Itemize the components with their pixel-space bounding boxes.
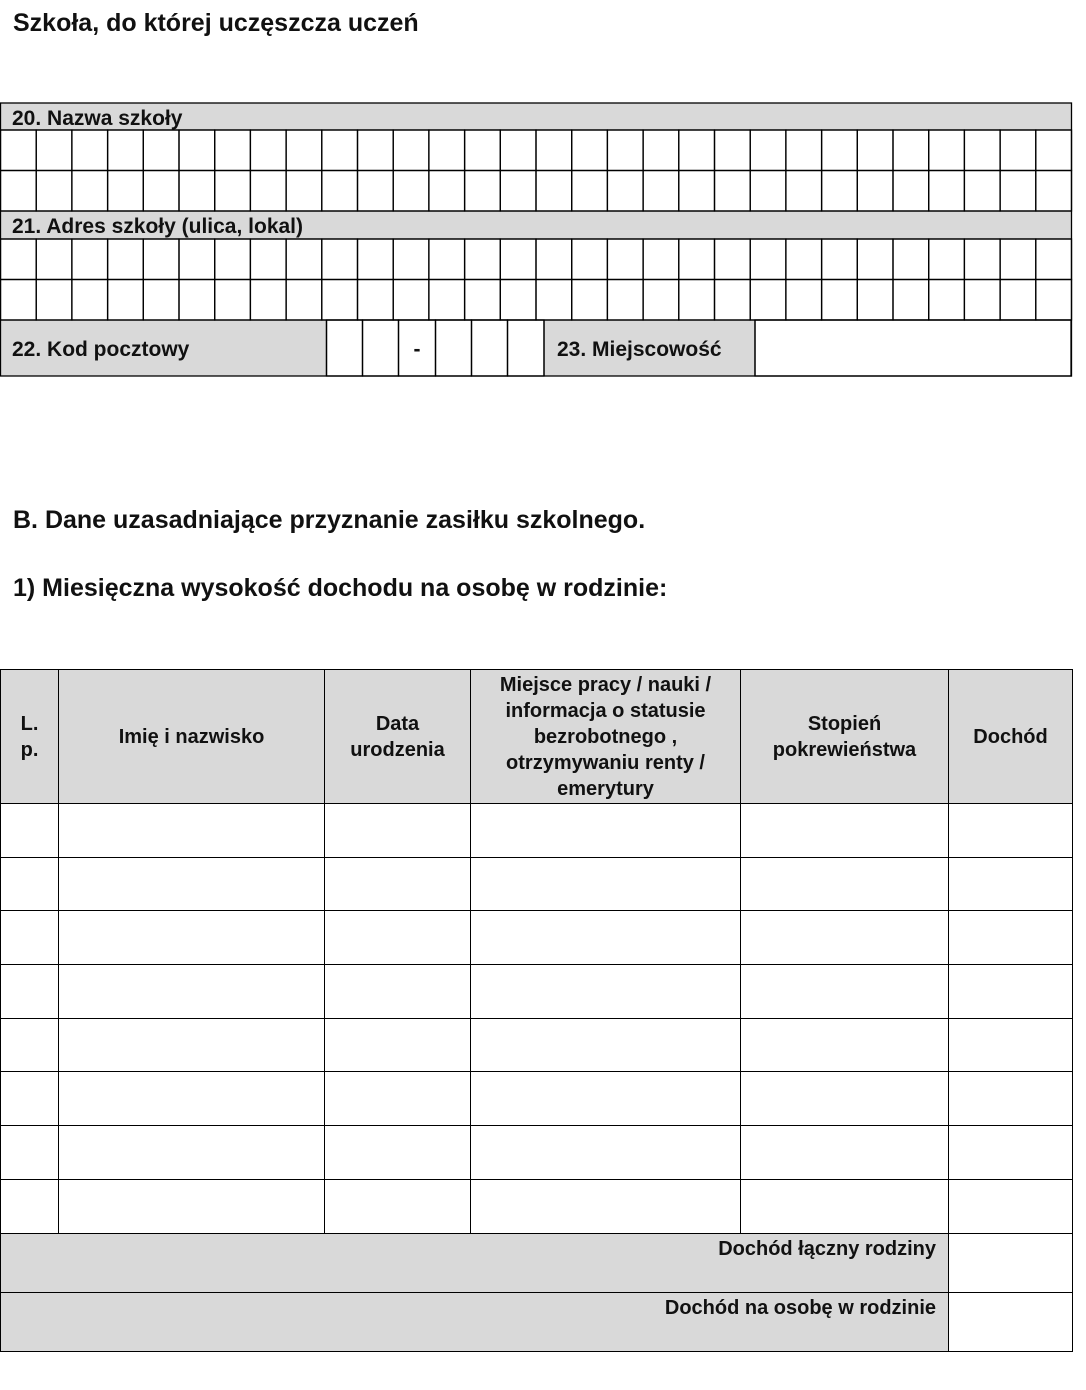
school-address-char-cell[interactable] xyxy=(215,239,251,280)
school-name-char-cell[interactable] xyxy=(1036,130,1072,171)
school-address-char-cell[interactable] xyxy=(143,239,179,280)
relation-cell[interactable] xyxy=(741,1018,949,1072)
school-address-char-cell[interactable] xyxy=(893,239,929,280)
school-address-char-cell[interactable] xyxy=(643,280,679,321)
school-name-char-cell[interactable] xyxy=(786,171,822,212)
postal-code-cells[interactable] xyxy=(327,320,545,376)
income-cell[interactable] xyxy=(949,804,1073,858)
school-address-char-cell[interactable] xyxy=(1,239,37,280)
school-name-char-cell[interactable] xyxy=(929,130,965,171)
field-20-label: 20. Nazwa szkoły xyxy=(12,107,183,130)
birth-date-cell[interactable] xyxy=(325,965,471,1019)
school-address-char-cell[interactable] xyxy=(179,239,215,280)
birth-date-cell[interactable] xyxy=(325,1126,471,1180)
section-b-title: B. Dane uzasadniające przyznanie zasiłku szkolnego. xyxy=(13,506,646,534)
school-address-char-cell[interactable] xyxy=(750,239,786,280)
school-address-char-cell[interactable] xyxy=(322,280,358,321)
school-name-char-cell[interactable] xyxy=(679,130,715,171)
income-cell[interactable] xyxy=(949,911,1073,965)
school-name-char-cell[interactable] xyxy=(572,130,608,171)
school-address-char-cell[interactable] xyxy=(536,280,572,321)
work-info-cell[interactable] xyxy=(471,965,741,1019)
city-input-cell[interactable] xyxy=(755,320,1071,376)
name-cell[interactable] xyxy=(59,965,325,1019)
lp-cell[interactable] xyxy=(1,911,59,965)
school-name-char-cell[interactable] xyxy=(964,130,1000,171)
school-name-char-cell[interactable] xyxy=(358,130,394,171)
header-lp xyxy=(1,670,59,804)
school-name-char-cell[interactable] xyxy=(36,171,72,212)
school-name-char-cell[interactable] xyxy=(893,130,929,171)
school-address-char-cell[interactable] xyxy=(1000,239,1036,280)
school-address-char-cell[interactable] xyxy=(536,239,572,280)
school-address-character-cells[interactable] xyxy=(1,239,1072,320)
income-cell[interactable] xyxy=(949,965,1073,1019)
school-address-char-cell[interactable] xyxy=(607,239,643,280)
income-cell[interactable] xyxy=(949,1072,1073,1126)
name-cell[interactable] xyxy=(59,1126,325,1180)
postal-code-digit-cell[interactable] xyxy=(363,320,399,376)
school-address-char-cell[interactable] xyxy=(964,280,1000,321)
school-name-char-cell[interactable] xyxy=(250,171,286,212)
school-address-char-cell[interactable] xyxy=(715,239,751,280)
name-cell[interactable] xyxy=(59,1179,325,1233)
school-name-character-cells[interactable] xyxy=(1,130,1072,211)
school-name-char-cell[interactable] xyxy=(929,171,965,212)
school-name-char-cell[interactable] xyxy=(429,171,465,212)
school-address-char-cell[interactable] xyxy=(786,280,822,321)
table-row xyxy=(1,1018,1073,1072)
school-address-char-cell[interactable] xyxy=(607,280,643,321)
per-person-income-row xyxy=(1,1292,1073,1351)
header-relation xyxy=(741,670,949,804)
school-name-char-cell[interactable] xyxy=(1036,171,1072,212)
school-name-char-cell[interactable] xyxy=(643,171,679,212)
school-name-char-cell[interactable] xyxy=(500,171,536,212)
lp-cell[interactable] xyxy=(1,1018,59,1072)
name-cell[interactable] xyxy=(59,1018,325,1072)
school-address-char-cell[interactable] xyxy=(429,239,465,280)
school-address-char-cell[interactable] xyxy=(250,280,286,321)
relation-cell[interactable] xyxy=(741,1126,949,1180)
school-address-char-cell[interactable] xyxy=(500,239,536,280)
field-23-label: 23. Miejscowość xyxy=(557,338,722,361)
relation-cell[interactable] xyxy=(741,857,949,911)
header-line: Stopień xyxy=(807,712,882,735)
school-address-char-cell[interactable] xyxy=(36,239,72,280)
school-address-char-cell[interactable] xyxy=(358,239,394,280)
school-name-char-cell[interactable] xyxy=(822,130,858,171)
school-name-char-cell[interactable] xyxy=(750,130,786,171)
header-line: p. xyxy=(20,738,39,761)
header-line: Data xyxy=(375,712,420,735)
lp-cell[interactable] xyxy=(1,857,59,911)
table-row xyxy=(1,965,1073,1019)
school-address-char-cell[interactable] xyxy=(108,280,144,321)
school-name-char-cell[interactable] xyxy=(108,130,144,171)
school-name-char-cell[interactable] xyxy=(358,171,394,212)
header-income: Dochód xyxy=(949,670,1073,804)
school-name-char-cell[interactable] xyxy=(536,171,572,212)
school-address-char-cell[interactable] xyxy=(822,239,858,280)
school-address-char-cell[interactable] xyxy=(500,280,536,321)
school-name-char-cell[interactable] xyxy=(429,130,465,171)
school-address-char-cell[interactable] xyxy=(250,239,286,280)
birth-date-cell[interactable] xyxy=(325,911,471,965)
lp-cell[interactable] xyxy=(1,1179,59,1233)
income-cell[interactable] xyxy=(949,857,1073,911)
school-name-char-cell[interactable] xyxy=(964,171,1000,212)
birth-date-cell[interactable] xyxy=(325,1072,471,1126)
school-address-char-cell[interactable] xyxy=(893,280,929,321)
school-name-char-cell[interactable] xyxy=(715,171,751,212)
section-b-subtitle: 1) Miesięczna wysokość dochodu na osobę w rodzinie: xyxy=(13,574,668,602)
school-address-char-cell[interactable] xyxy=(358,280,394,321)
school-name-char-cell[interactable] xyxy=(36,130,72,171)
table-row xyxy=(1,1126,1073,1180)
school-address-char-cell[interactable] xyxy=(679,280,715,321)
school-name-char-cell[interactable] xyxy=(536,130,572,171)
income-cell[interactable] xyxy=(949,1018,1073,1072)
work-info-cell[interactable] xyxy=(471,1072,741,1126)
school-address-char-cell[interactable] xyxy=(322,239,358,280)
school-address-char-cell[interactable] xyxy=(72,280,108,321)
school-name-char-cell[interactable] xyxy=(215,130,251,171)
school-name-char-cell[interactable] xyxy=(179,130,215,171)
name-cell[interactable] xyxy=(59,1072,325,1126)
work-info-cell[interactable] xyxy=(471,1179,741,1233)
school-name-char-cell[interactable] xyxy=(465,130,501,171)
relation-cell[interactable] xyxy=(741,1072,949,1126)
school-name-char-cell[interactable] xyxy=(143,130,179,171)
school-address-char-cell[interactable] xyxy=(36,280,72,321)
postal-code-digit-cell[interactable] xyxy=(327,320,363,376)
school-name-char-cell[interactable] xyxy=(715,130,751,171)
name-cell[interactable] xyxy=(59,804,325,858)
school-address-char-cell[interactable] xyxy=(857,280,893,321)
school-address-char-cell[interactable] xyxy=(750,280,786,321)
school-address-char-cell[interactable] xyxy=(215,280,251,321)
school-name-char-cell[interactable] xyxy=(250,130,286,171)
school-address-char-cell[interactable] xyxy=(429,280,465,321)
school-address-char-cell[interactable] xyxy=(393,280,429,321)
school-address-char-cell[interactable] xyxy=(72,239,108,280)
school-name-char-cell[interactable] xyxy=(1000,130,1036,171)
header-work-info xyxy=(471,670,741,804)
school-name-char-cell[interactable] xyxy=(1,130,37,171)
school-name-char-cell[interactable] xyxy=(465,171,501,212)
school-info-form xyxy=(0,0,1086,400)
school-address-char-cell[interactable] xyxy=(108,239,144,280)
school-address-char-cell[interactable] xyxy=(393,239,429,280)
school-name-char-cell[interactable] xyxy=(72,130,108,171)
school-address-char-cell[interactable] xyxy=(286,239,322,280)
name-cell[interactable] xyxy=(59,911,325,965)
header-line: L. xyxy=(20,712,39,735)
school-address-char-cell[interactable] xyxy=(1036,280,1072,321)
header-line: Miejsce pracy / nauki / xyxy=(499,673,712,696)
birth-date-cell[interactable] xyxy=(325,857,471,911)
header-line: emerytury xyxy=(557,777,654,800)
school-address-char-cell[interactable] xyxy=(465,280,501,321)
per-person-income-label: Dochód na osobę w rodzinie xyxy=(1,1292,949,1351)
table-row xyxy=(1,857,1073,911)
birth-date-cell[interactable] xyxy=(325,1179,471,1233)
work-info-cell[interactable] xyxy=(471,857,741,911)
school-address-char-cell[interactable] xyxy=(643,239,679,280)
school-address-char-cell[interactable] xyxy=(143,280,179,321)
field-21-label: 21. Adres szkoły (ulica, lokal) xyxy=(12,215,304,238)
school-name-char-cell[interactable] xyxy=(322,130,358,171)
school-address-char-cell[interactable] xyxy=(679,239,715,280)
school-name-char-cell[interactable] xyxy=(607,130,643,171)
income-cell[interactable] xyxy=(949,1126,1073,1180)
header-line: pokrewieństwa xyxy=(772,738,917,761)
header-line: otrzymywaniu renty / xyxy=(506,751,705,774)
school-name-char-cell[interactable] xyxy=(786,130,822,171)
income-cell[interactable] xyxy=(949,1179,1073,1233)
school-address-char-cell[interactable] xyxy=(929,280,965,321)
school-address-char-cell[interactable] xyxy=(964,239,1000,280)
school-address-char-cell[interactable] xyxy=(1000,280,1036,321)
income-table-header-row xyxy=(1,670,1073,804)
name-cell[interactable] xyxy=(59,857,325,911)
birth-date-cell[interactable] xyxy=(325,1018,471,1072)
work-info-cell[interactable] xyxy=(471,911,741,965)
school-name-char-cell[interactable] xyxy=(215,171,251,212)
header-name: Imię i nazwisko xyxy=(59,670,325,804)
total-family-income-row xyxy=(1,1233,1073,1292)
header-birth-date xyxy=(325,670,471,804)
school-address-char-cell[interactable] xyxy=(822,280,858,321)
school-name-char-cell[interactable] xyxy=(822,171,858,212)
school-name-char-cell[interactable] xyxy=(857,171,893,212)
relation-cell[interactable] xyxy=(741,965,949,1019)
school-name-char-cell[interactable] xyxy=(572,171,608,212)
table-row xyxy=(1,804,1073,858)
school-name-char-cell[interactable] xyxy=(679,171,715,212)
school-name-char-cell[interactable] xyxy=(143,171,179,212)
school-address-char-cell[interactable] xyxy=(179,280,215,321)
school-address-char-cell[interactable] xyxy=(786,239,822,280)
total-family-income-label: Dochód łączny rodziny xyxy=(1,1233,949,1292)
school-name-char-cell[interactable] xyxy=(393,171,429,212)
school-name-char-cell[interactable] xyxy=(322,171,358,212)
school-name-char-cell[interactable] xyxy=(893,171,929,212)
school-name-char-cell[interactable] xyxy=(750,171,786,212)
school-address-char-cell[interactable] xyxy=(929,239,965,280)
school-name-char-cell[interactable] xyxy=(857,130,893,171)
lp-cell[interactable] xyxy=(1,1072,59,1126)
relation-cell[interactable] xyxy=(741,911,949,965)
work-info-cell[interactable] xyxy=(471,1018,741,1072)
postal-code-digit-cell[interactable] xyxy=(508,320,545,376)
school-address-char-cell[interactable] xyxy=(572,239,608,280)
header-line: informacja o statusie xyxy=(505,699,706,722)
per-person-income-input[interactable] xyxy=(949,1292,1073,1351)
school-name-char-cell[interactable] xyxy=(286,130,322,171)
table-row xyxy=(1,1072,1073,1126)
school-address-char-cell[interactable] xyxy=(286,280,322,321)
school-name-char-cell[interactable] xyxy=(286,171,322,212)
school-name-char-cell[interactable] xyxy=(607,171,643,212)
postal-code-dash: - xyxy=(413,338,421,361)
school-address-char-cell[interactable] xyxy=(572,280,608,321)
school-name-char-cell[interactable] xyxy=(500,130,536,171)
lp-cell[interactable] xyxy=(1,965,59,1019)
school-address-char-cell[interactable] xyxy=(715,280,751,321)
lp-cell[interactable] xyxy=(1,804,59,858)
school-name-char-cell[interactable] xyxy=(108,171,144,212)
school-name-char-cell[interactable] xyxy=(643,130,679,171)
school-name-char-cell[interactable] xyxy=(1,171,37,212)
lp-cell[interactable] xyxy=(1,1126,59,1180)
total-family-income-input[interactable] xyxy=(949,1233,1073,1292)
header-line: bezrobotnego , xyxy=(533,725,678,748)
school-name-char-cell[interactable] xyxy=(72,171,108,212)
table-row xyxy=(1,911,1073,965)
table-row xyxy=(1,1179,1073,1233)
postal-code-digit-cell[interactable] xyxy=(436,320,472,376)
birth-date-cell[interactable] xyxy=(325,804,471,858)
relation-cell[interactable] xyxy=(741,804,949,858)
income-table xyxy=(0,669,1073,1352)
school-address-char-cell[interactable] xyxy=(857,239,893,280)
school-name-char-cell[interactable] xyxy=(393,130,429,171)
school-address-char-cell[interactable] xyxy=(1,280,37,321)
relation-cell[interactable] xyxy=(741,1179,949,1233)
school-section-title: Szkoła, do której uczęszcza uczeń xyxy=(13,9,419,37)
school-address-char-cell[interactable] xyxy=(1036,239,1072,280)
work-info-cell[interactable] xyxy=(471,1126,741,1180)
header-line: urodzenia xyxy=(350,738,445,761)
postal-code-digit-cell[interactable] xyxy=(472,320,508,376)
school-name-char-cell[interactable] xyxy=(1000,171,1036,212)
school-name-char-cell[interactable] xyxy=(179,171,215,212)
field-22-label: 22. Kod pocztowy xyxy=(12,338,190,361)
school-address-char-cell[interactable] xyxy=(465,239,501,280)
work-info-cell[interactable] xyxy=(471,804,741,858)
